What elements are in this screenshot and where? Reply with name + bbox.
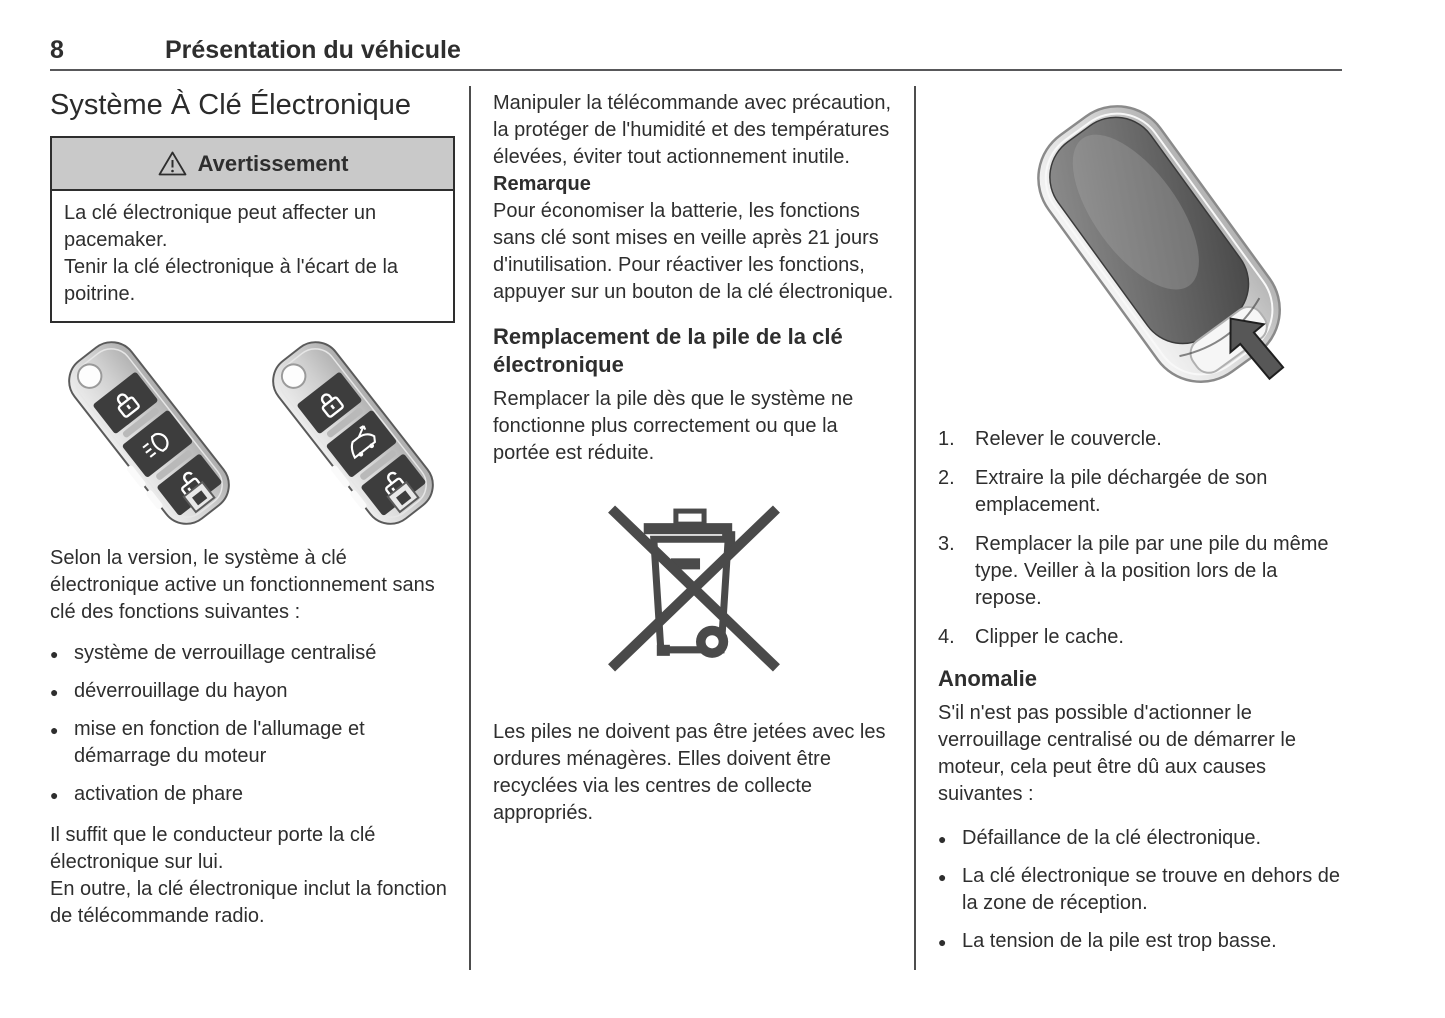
list-item-text: mise en fonction de l'allumage et démarrage du moteur — [74, 718, 365, 767]
bullet-marker: ● — [50, 787, 59, 803]
bullet-marker: ● — [938, 934, 947, 950]
bullet-marker: ● — [50, 722, 59, 738]
column-right — [938, 84, 1345, 970]
list-item — [938, 928, 1345, 955]
page-number: 8 — [50, 36, 64, 64]
bullet-marker: ● — [50, 646, 59, 662]
battery-replacement-heading: Remplacement de la pile de la clé électronique — [493, 324, 843, 377]
functions-list — [50, 640, 455, 808]
warning-text-line: La clé électronique peut affecter un pacemaker. — [64, 202, 377, 251]
step-number: 4. — [938, 626, 955, 648]
bullet-marker: ● — [50, 684, 59, 700]
battery-replacement-steps — [938, 426, 1345, 651]
list-item — [50, 640, 455, 667]
warning-body — [50, 191, 455, 323]
list-item — [938, 825, 1345, 852]
note-label: Remarque — [493, 173, 591, 195]
list-item-text: activation de phare — [74, 783, 244, 805]
column-middle — [493, 84, 894, 970]
functions-intro: Selon la version, le système à clé électronique active un fonctionnement sans clé des fonctions suivantes : — [50, 547, 435, 623]
crossed-out-wheeled-bin-icon — [592, 497, 796, 683]
column-left — [50, 84, 455, 970]
step-item — [938, 624, 1345, 651]
section-heading: Système À Clé Électronique — [50, 89, 412, 121]
step-item — [938, 465, 1345, 519]
anomaly-intro: S'il n'est pas possible d'actionner le verrouillage centralisé ou de démarrer le moteur, cela peut être dû aux causes suivantes : — [938, 702, 1296, 805]
key-fob-illustration — [50, 335, 455, 531]
battery-replacement-paragraph: Remplacer la pile dès que le système ne fonctionne plus correctement ou que la portée est réduite. — [493, 388, 854, 464]
list-item-text: système de verrouillage centralisé — [74, 642, 377, 664]
remote-care-paragraph: Manipuler la télécommande avec précaution, la protéger de l'humidité et des températures élevées, éviter tout actionnement inutile. — [493, 92, 891, 168]
list-item — [50, 678, 455, 705]
page-header — [50, 36, 1342, 65]
anomaly-heading: Anomalie — [938, 666, 1038, 691]
step-item — [938, 531, 1345, 612]
step-text: Extraire la pile déchargée de son emplacement. — [975, 467, 1268, 516]
list-item-text: La tension de la pile est trop basse. — [962, 930, 1277, 952]
battery-recycling-illustration — [493, 497, 894, 683]
column-divider — [914, 86, 916, 970]
step-item — [938, 426, 1345, 453]
list-item — [50, 781, 455, 808]
step-number: 2. — [938, 467, 955, 489]
battery-disposal-paragraph: Les piles ne doivent pas être jetées avec les ordures ménagères. Elles doivent être recyclées via les centres de collecte appropriés. — [493, 721, 886, 824]
column-divider — [469, 86, 471, 970]
warning-title: Avertissement — [197, 150, 349, 176]
header-rule — [50, 69, 1342, 71]
step-text: Relever le couvercle. — [975, 428, 1162, 450]
step-number: 1. — [938, 428, 955, 450]
list-item-text: Défaillance de la clé électronique. — [962, 827, 1262, 849]
key-fob-headlight-variant — [50, 335, 248, 531]
note-text: Pour économiser la batterie, les fonctions sans clé sont mises en veille après 21 jours d'inutilisation. Pour réactiver les fonctions, appuyer sur un bouton de la clé électronique. — [493, 200, 894, 303]
step-number: 3. — [938, 533, 955, 555]
list-item — [938, 863, 1345, 917]
list-item-text: déverrouillage du hayon — [74, 680, 288, 702]
note-paragraph — [493, 171, 894, 306]
paragraph-line: En outre, la clé électronique inclut la fonction de télécommande radio. — [50, 878, 447, 927]
bullet-marker: ● — [938, 831, 947, 847]
paragraph-line: Il suffit que le conducteur porte la clé électronique sur lui. — [50, 824, 376, 873]
warning-box — [50, 136, 455, 323]
step-text: Clipper le cache. — [975, 626, 1124, 648]
content-columns — [50, 84, 1345, 970]
warning-box-header — [50, 136, 455, 191]
page-title: Présentation du véhicule — [165, 36, 461, 64]
bullet-marker: ● — [938, 869, 947, 885]
step-text: Remplacer la pile par une pile du même type. Veiller à la position lors de la repose. — [975, 533, 1329, 609]
electronic-key-illustration — [938, 88, 1345, 400]
anomaly-causes-list — [938, 825, 1345, 955]
list-item-text: La clé électronique se trouve en dehors de la zone de réception. — [962, 865, 1341, 914]
carry-key-paragraph — [50, 822, 455, 930]
electronic-key-back-cover-image — [996, 88, 1332, 404]
warning-text-line: Tenir la clé électronique à l'écart de la poitrine. — [64, 256, 399, 305]
warning-triangle-icon — [157, 150, 188, 177]
list-item — [50, 716, 455, 770]
key-fob-tailgate-variant — [254, 335, 452, 531]
